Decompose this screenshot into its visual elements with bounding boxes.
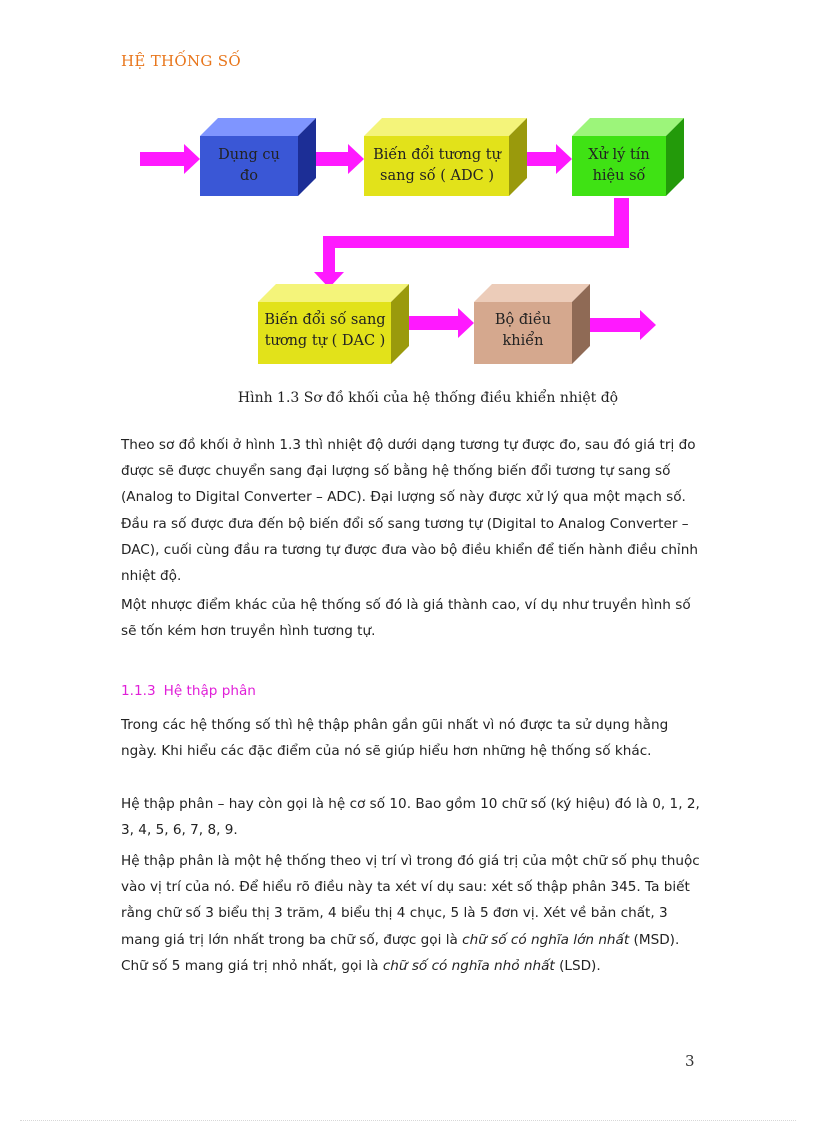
block-diagram bbox=[0, 0, 816, 390]
arrow-measure-to-adc bbox=[308, 144, 364, 174]
arrow-input bbox=[140, 144, 200, 174]
text-run: (MSD). Chữ số 5 mang giá trị nhỏ nhất, gọi là bbox=[121, 931, 680, 974]
paragraph-text bbox=[121, 848, 701, 979]
paragraph-decimal-intro bbox=[121, 712, 701, 764]
paragraph-text: Theo sơ đồ khối ở hình 1.3 thì nhiệt độ dưới dạng tương tự được đo, sau đó giá trị đo được sẽ được chuyển sang đại lượng số bằng hệ thống biến đổi tương tự sang số (Analog to Digital Converter – ADC). Đại lượng số này được xử lý qua một mạch số. Đầu ra số được đưa đến bộ biến đổi số sang tương tự (Digital to Analog Converter – DAC), cuối cùng đầu ra tương tự được đưa vào bộ điều khiển để tiến hành điều chỉnh nhiệt độ. bbox=[121, 437, 698, 585]
block-measuring-device-label-line1: Dụng cụ bbox=[218, 147, 280, 163]
block-controller-label-line1: Bộ điều bbox=[494, 312, 552, 328]
arrow-processing-to-dac bbox=[314, 198, 629, 288]
paragraph-decimal-definition bbox=[121, 791, 701, 843]
block-adc bbox=[364, 118, 527, 196]
paragraph-text: Một nhược điểm khác của hệ thống số đó là giá thành cao, ví dụ như truyền hình số sẽ tốn kém hơn truyền hình tương tự. bbox=[121, 597, 691, 640]
block-measuring-device bbox=[200, 118, 316, 196]
paragraph-text: Hệ thập phân – hay còn gọi là hệ cơ số 10. Bao gồm 10 chữ số (ký hiệu) đó là 0, 1, 2, 3, 4, 5, 6, 7, 8, 9. bbox=[121, 796, 700, 839]
block-measuring-device-label-line2: đo bbox=[239, 168, 259, 184]
block-digital-processing-label-line1: Xử lý tín bbox=[588, 147, 650, 163]
block-dac bbox=[258, 284, 409, 364]
block-dac-label-line2: tương tự ( DAC ) bbox=[264, 333, 386, 349]
block-controller bbox=[474, 284, 590, 364]
arrow-output bbox=[584, 310, 656, 340]
block-digital-processing-label-line2: hiệu số bbox=[592, 168, 646, 184]
section-number: 1.1.3 bbox=[121, 683, 156, 699]
text-run: (LSD). bbox=[554, 957, 601, 974]
footer-divider bbox=[20, 1120, 796, 1121]
section-title: Hệ thập phân bbox=[163, 683, 256, 699]
page-number: 3 bbox=[685, 1052, 695, 1070]
block-controller-label-line2: khiển bbox=[502, 333, 544, 349]
arrow-dac-to-controller bbox=[409, 308, 474, 338]
text-run: Hệ thập phân là một hệ thống theo vị trí vì trong đó giá trị của một chữ số phụ thuộc vào vị trí của nó. Để hiểu rõ điều này ta xét ví dụ sau: xét số thập phân 345. Ta biết rằng chữ số 3 biểu thị 3 trăm, 4 biểu thị 4 chục, 5 là 5 đơn vị. Xét về bản chất, 3 mang giá trị lớn nhất trong ba chữ số, được gọi là bbox=[121, 853, 700, 948]
block-adc-label-line2: sang số ( ADC ) bbox=[380, 168, 494, 184]
paragraph-disadvantage bbox=[121, 592, 701, 644]
block-digital-processing bbox=[572, 118, 684, 196]
section-heading bbox=[121, 683, 256, 699]
page-header: HỆ THỐNG SỐ bbox=[121, 52, 241, 70]
term-lsd: chữ số có nghĩa nhỏ nhất bbox=[382, 957, 555, 974]
paragraph-positional-system bbox=[121, 848, 701, 979]
paragraph-text: Trong các hệ thống số thì hệ thập phân gần gũi nhất vì nó được ta sử dụng hằng ngày. Khi hiểu các đặc điểm của nó sẽ giúp hiểu hơn những hệ thống số khác. bbox=[121, 717, 669, 760]
term-msd: chữ số có nghĩa lớn nhất bbox=[462, 931, 630, 948]
arrow-adc-to-processing bbox=[525, 144, 572, 174]
figure-caption: Hình 1.3 Sơ đồ khối của hệ thống điều khiển nhiệt độ bbox=[237, 390, 619, 406]
block-dac-label-line1: Biến đổi số sang bbox=[264, 312, 386, 328]
block-adc-label-line1: Biến đổi tương tự bbox=[373, 147, 501, 163]
paragraph-block-diagram-explanation bbox=[121, 432, 701, 589]
